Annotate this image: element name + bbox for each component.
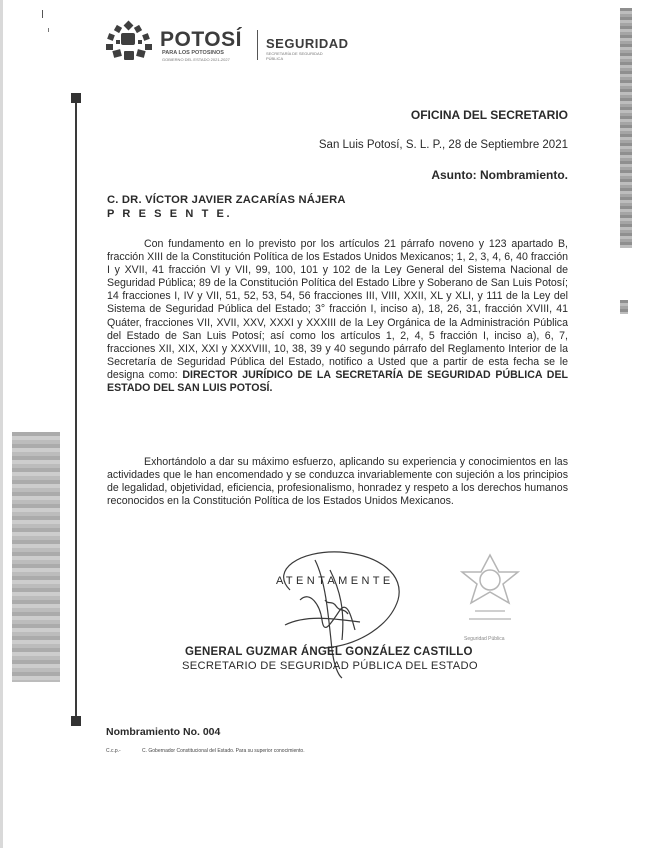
scan-strip-left [12, 432, 60, 682]
margin-rule [75, 95, 77, 725]
scan-strip-right [620, 8, 632, 248]
brand-tagline: PARA LOS POTOSINOS [162, 50, 224, 56]
margin-rule-top-marker [71, 93, 81, 103]
potosi-logo-icon [103, 20, 155, 64]
brand-sub: GOBIERNO DEL ESTADO 2021-2027 [162, 57, 230, 62]
letterhead-divider [257, 30, 258, 60]
scan-edge [0, 0, 3, 848]
appointment-title: DIRECTOR JURÍDICO DE LA SECRETARÍA DE SEGURIDAD PÚBLICA DEL ESTADO DEL SAN LUIS POTOSÍ. [107, 368, 568, 395]
department-sub: SECRETARÍA DE SEGURIDAD PÚBLICA [266, 51, 323, 61]
brand-name: POTOSÍ [160, 28, 242, 51]
signer-name: GENERAL GUZMAR ÁNGEL GONZÁLEZ CASTILLO [185, 646, 473, 658]
ccp-text: C. Gobernador Constitucional del Estado. Para su superior conocimiento. [142, 748, 305, 754]
seal-text: Seguridad Pública [464, 636, 505, 642]
office-title: OFICINA DEL SECRETARIO [410, 108, 568, 122]
place-date: San Luis Potosí, S. L. P., 28 de Septiembre 2021 [318, 139, 568, 151]
salutation: P R E S E N T E. [107, 208, 233, 220]
subject-line: Asunto: Nombramiento. [431, 168, 568, 182]
department-name: SEGURIDAD [266, 36, 349, 51]
scan-strip-right-small [620, 300, 628, 314]
margin-rule-bottom-marker [71, 716, 81, 726]
signer-title: SECRETARIO DE SEGURIDAD PÚBLICA DEL ESTADO [182, 660, 478, 672]
recipient-name: C. DR. VÍCTOR JAVIER ZACARÍAS NÁJERA [107, 194, 346, 206]
official-seal-icon [455, 550, 525, 650]
body-paragraph-1 [107, 238, 568, 395]
scan-mark [42, 10, 43, 18]
valediction: ATENTAMENTE [276, 575, 394, 587]
body-paragraph-2: Exhortándolo a dar su máximo esfuerzo, aplicando su experiencia y conocimientos en las actividades que le han encomendado y se conduzca invariablemente con sujeción a los principios de legalidad, objetividad, eficiencia, profesionalismo, honradez y respeto a los derechos humanos reconocidos en la Constitución Política de los Estados Unidos Mexicanos. [107, 456, 568, 508]
ccp-label: C.c.p.- [106, 748, 121, 754]
paragraph-1-text: Con fundamento en lo previsto por los artículos 21 párrafo noveno y 123 apartado B, fracción XIII de la Constitución Política de los Estados Unidos Mexicanos; 1, 2, 3, 4, 6, 40 fracción I y XVII, 41 fracción VI y VII, 99, 100, 101 y 102 de la Ley General del Sistema Nacional de Seguridad Pública; 89 de la Constitución Política del Estado Libre y Soberano de San Luis Potosí; 14 fracciones I, IV y VII, 51, 52, 53, 54, 56 fracciones III, VIII, XXII, XL y XLI, y 111 de la Ley del Sistema de Seguridad Pública del Estado; 3° fracción I, inciso a), 18, 26, 31, fracción XVIII, 41 Quáter, fracciones VII, XVII, XXV, XXXI y XXXIII de la Ley Orgánica de la Administración Pública del Estado de San Luis Potosí; así como los artículos 1, 2, 4, 5 fracción I, inciso a), 6, 7, fracciones XII, XIX, XXI y XXXVIII, 10, 38, 39 y 40 segundo párrafo del Reglamento Interior de la Secretaría de Seguridad Pública del Estado, notifico a Usted que a partir de esta fecha se le designa como: [107, 238, 568, 381]
scan-mark-small [48, 28, 49, 32]
appointment-number: Nombramiento No. 004 [106, 726, 221, 738]
